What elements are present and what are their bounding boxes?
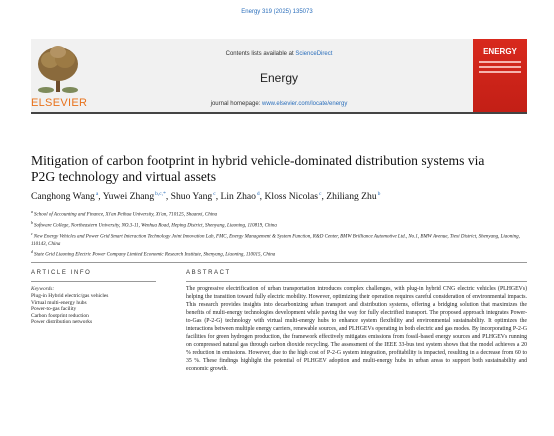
contents-prefix: Contents lists available at (225, 51, 296, 57)
journal-name: Energy (259, 71, 299, 85)
author-affiliation-mark[interactable]: c (319, 191, 322, 197)
article-info-heading: ARTICLE INFO (31, 270, 92, 276)
affiliation-item: $^b$Software College, Northeastern University, NO.3-11, Wenhua Road, Heping District, Shenyang, Liaoning, 110819, China (31, 219, 277, 229)
author-name[interactable]: Lin Zhao (220, 191, 256, 203)
keyword-item: Power distribution networks (31, 319, 93, 326)
abstract-divider (186, 281, 527, 282)
abstract-heading: ABSTRACT (186, 270, 231, 276)
author-name[interactable]: Yuwei Zhang (102, 191, 155, 203)
homepage-prefix: journal homepage: (210, 101, 262, 107)
journal-masthead (31, 39, 527, 114)
elsevier-tree-icon (33, 42, 83, 96)
journal-homepage-link[interactable]: www.elsevier.com/locate/energy (262, 101, 348, 107)
keywords-block (31, 286, 171, 326)
author-name[interactable]: Zhiliang Zhu (326, 191, 377, 203)
keyword-item: Plug-in Hybrid electric/gas vehicles (31, 293, 109, 299)
author-affiliation-mark[interactable]: a (95, 191, 99, 197)
journal-citation[interactable]: Energy 319 (2025) 135073 (241, 9, 313, 15)
sciencedirect-link[interactable]: ScienceDirect (295, 51, 333, 57)
author-affiliation-mark[interactable]: b (377, 191, 381, 197)
abstract-text: The progressive electrification of urban transportation introduces complex challenges, with plug-in hybrid CNG electric vehicles (PLHGEVs) helping the transition toward fully electric mobility. However, optimizing their operation requires careful consideration of environmental impacts. This research provides insights into decarbonizing urban transport and distribution systems, offering a bridging solution that maximizes the benefits of multi-energy technologies development while paving the way for fully electrified transport. The proposed approach integrates Power-to-Gas (P-2-G) technology with virtual multi-energy hubs to enhance system flexibility and environmental sustainability. It optimizes the interactions between multiple energy carriers, renewable sources, and PLHGEVs operating in both electric and gas modes. By incorporating P-2-G facilities for green hydrogen production, the framework effectively mitigates emissions from fossil-based energy sources and PLHGEVs running on compressed natural gas through carbon dioxide recycling. The assessment of the IEEE 33-bus test system shows that the model achieves a 20 % reduction in emissions. However, due to the high cost of P-2-G system integration, profitability is impacted, resulting in a decrease from 60 to 35 %. These findings highlight the potential of PLHGEV adoption and multi-energy hubs in urban areas to support both sustainability and economic growth. (186, 286, 527, 372)
homepage-line (85, 101, 473, 107)
paper-title: Mitigation of carbon footprint in hybrid vehicle-dominated distribution systems via P2G technology and virtual assets (31, 153, 485, 184)
journal-cover-thumbnail[interactable] (473, 39, 527, 112)
publisher-name: ELSEVIER (31, 97, 88, 109)
author-name[interactable]: Shuo Yang (170, 191, 213, 203)
cover-band (479, 61, 521, 63)
cover-band (479, 66, 521, 68)
affiliation-list (31, 208, 527, 259)
keyword-item: Power-to-gas facility (31, 306, 77, 313)
cover-title: ENERGY (483, 47, 517, 56)
author-name[interactable]: Kloss Nicolas (264, 191, 319, 203)
author-name[interactable]: Canghong Wang (31, 191, 95, 203)
author-affiliation-mark[interactable]: c (213, 191, 216, 197)
keyword-item: Virtual multi-energy hubs (31, 299, 87, 306)
section-divider (31, 262, 527, 263)
elsevier-logo[interactable] (31, 39, 88, 112)
keyword-item: Carbon footprint reduction (31, 312, 89, 319)
article-info-divider (31, 281, 156, 282)
author-affiliation-mark[interactable]: b,c,* (155, 191, 166, 197)
cover-band (479, 71, 521, 73)
affiliation-item: $^d$State Grid Liaoning Electric Power Company Limited Economic Research Institute, Shenyang, Liaoning, 110015, China (31, 248, 276, 258)
contents-line (85, 51, 473, 57)
affiliation-item: $^c$New Energy Vehicles and Power Grid Smart Interaction Technology Joint Innovation Lab, FMC, Energy Management & System Function, R&D Center, BMW Brilliance Automotive Ltd., No.1, BMW Avenue, Tiexi District, Shenyang, Liaoning, 110143, China (31, 230, 520, 247)
keywords-title: Keywords: (31, 286, 55, 292)
author-list: Canghong Wang$^a$, Yuwei Zhang$^{b,c,*}$, Shuo Yang$^c$, Lin Zhao$^d$, Kloss Nicolas$^c$, Zhiliang Zhu$^b$ (31, 191, 381, 203)
author-affiliation-mark[interactable]: d (256, 191, 260, 197)
affiliation-item: $^a$School of Accounting and Finance, Xi'an Peihua University, Xi'an, 710125, Shaanxi, China (31, 209, 218, 218)
